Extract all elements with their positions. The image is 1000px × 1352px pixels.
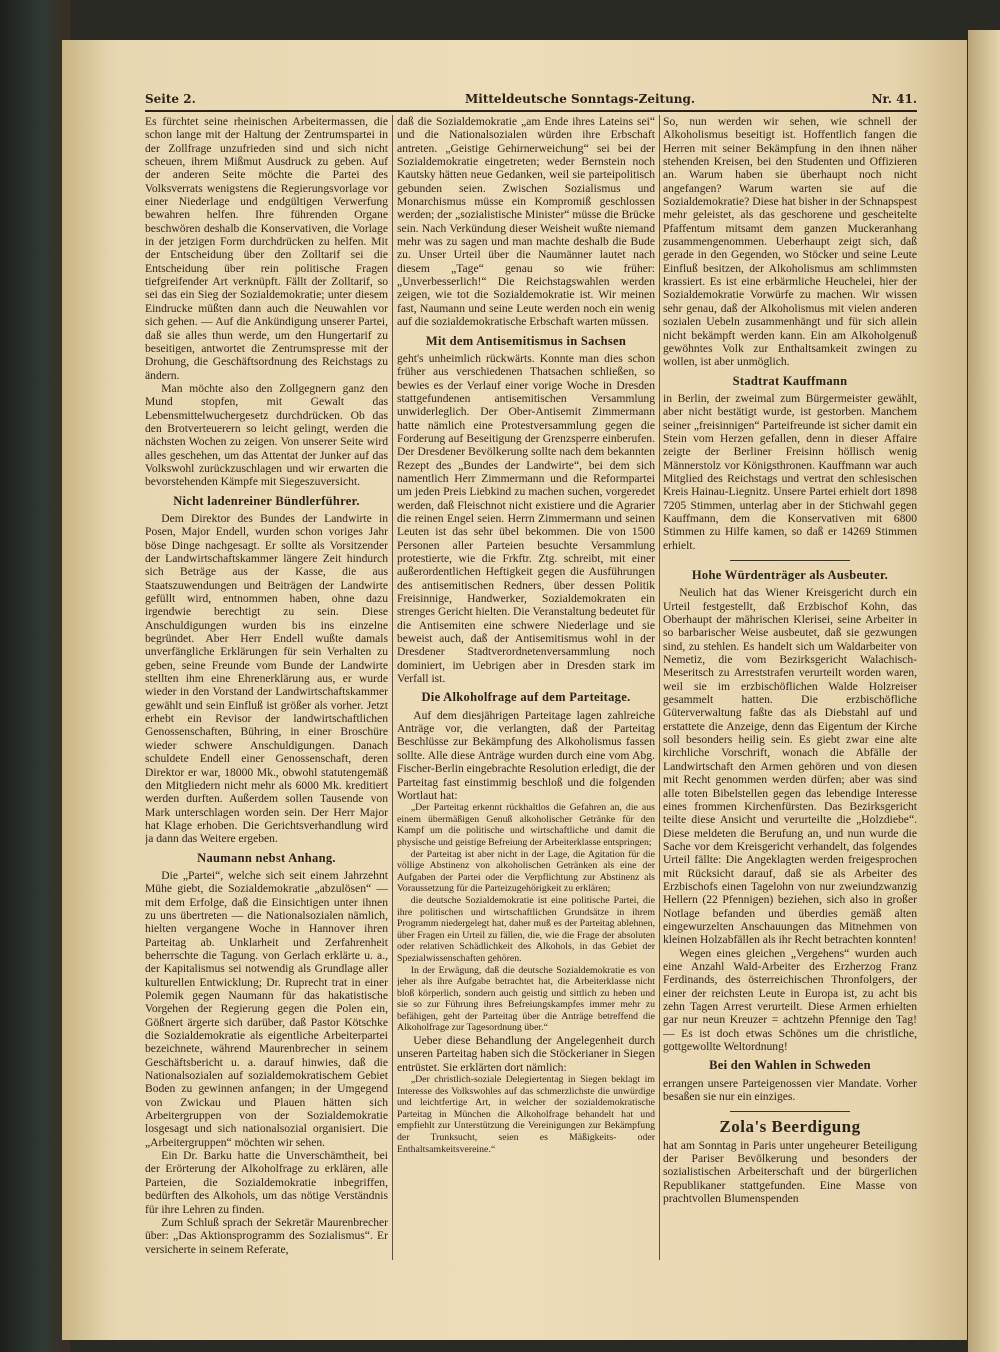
article-paragraph: errangen unsere Parteigenossen vier Mandate. Vorher besaßen sie nur ein einziges. [663, 1076, 917, 1104]
article-paragraph: Ein Dr. Barku hatte die Unverschämtheit, bei der Erörterung der Alkoholfrage zu erklären, alle Parteien, die Sozialdemokratie inbegriffen, bedürften des Alkohols, um das nötige Verständnis für ihre Lehren zu finden. [145, 1149, 388, 1216]
header-rule [145, 110, 917, 112]
separator-rule [730, 560, 850, 561]
article-heading-large: Zola's Beerdigung [719, 1117, 861, 1137]
newspaper-title: Mitteldeutsche Sonntags-Zeitung. [465, 92, 696, 106]
article-paragraph: Wegen eines gleichen „Vergehens“ wurden auch eine Anzahl Wald-Arbeiter des Erzherzog Franz Ferdinands, des österreichischen Thronfolgers, der einer der reichsten Leute in Europa ist, zu acht bis zehn Tagen Arrest verurteilt. Diese Armen erhielten gar nur neun Kreuzer = achtzehn Pfennige den Tag! — Es ist doch etwas Schönes um die christliche, gottgewollte Weltordnung! [663, 946, 917, 1054]
resolution-quote: „Der christlich-soziale Delegiertentag in Siegen beklagt im Interesse des Volkswohles auf das schmerzlichste die unwürdige und leichtfertige Art, in welcher der sozialdemokratische Parteitag in München die Alkoholfrage behandelt hat und empfiehlt zur Unterstützung die Vereinigungen zur Bekämpfung der Trunksucht, seien es Mäßigkeits- oder Enthaltsamkeitsvereine.“ [397, 1074, 655, 1155]
article-paragraph: So, nun werden wir sehen, wie schnell der Alkoholismus beseitigt ist. Hoffentlich fangen die Herren mit seiner Bekämpfung in den ihnen näher stehenden Kreisen, bei den Studenten und Offizieren an. Warum haben sie überhaupt noch nicht angefangen? Warum warten sie auf die Sozialdemokratie? Diese hat bisher in der Schnapspest mehr geleistet, als das geschorene und gescheitelte Pfaffentum mitsamt dem ganzen Muckeranhang zusammengenommen. Ueberhaupt zeigt sich, daß gerade in den Gegenden, wo Stöcker und seine Leute Einfluß besitzen, der Alkoholismus am schlimmsten krassiert. Es ist eine erbärmliche Heuchelei, hier der Sozialdemokratie Vorwürfe zu machen. Wir wissen sehr genau, daß der Alkoholismus mit vielen anderen sozialen Uebeln zusammenhängt und für sich allein nicht bekämpft werden kann. Ein am Alkoholgenuß gewöhntes Volk zur Enthaltsamkeit zwingen zu wollen, ist aber unmöglich. [663, 115, 917, 369]
resolution-quote: die deutsche Sozialdemokratie ist eine politische Partei, die ihre politischen und wirtschaftlichen Grundsätze in ihrem Programm niedergelegt hat, daher muß es der Parteitag ablehnen, über Fragen ein Urteil zu fällen, die, wie die Frage der absoluten oder relativen Schädlichkeit des Alkohols, in das Gebiet der Spezialwissenschaften gehören. [397, 894, 655, 964]
page-number: Seite 2. [145, 92, 196, 106]
separator-rule [730, 1111, 850, 1112]
article-paragraph: Ueber diese Behandlung der Angelegenheit durch unseren Parteitag haben sich die Stöckerianer in Siegen entrüstet. Sie erklärten dort nämlich: [397, 1034, 655, 1074]
article-paragraph: geht's unheimlich rückwärts. Konnte man dies schon früher aus verschiedenen Thatsachen schließen, so bewies es der Verlauf einer vorige Woche in Dresden stattgefundenen antisemitischen Versammlung unwiderleglich. Der Ober-Antisemit Zimmermann hatte nämlich eine Protestversammlung gegen die Forderung auf Beseitigung der Grenzsperre einberufen. Der Dresdener Bevölkerung sollte nach dem bekannten Rezept des „Bundes der Landwirte“, bei dem sich namentlich Herr Zimmermann und die Reformpartei um jeden Preis Liebkind zu machen suchen, vorgeredet werden, daß Fleischnot nicht existiere und die Agrarier die reinen Engel seien. Herrn Zimmermann und seinen Leuten ist das sehr übel bekommen. Die von 1500 Personen aller Parteien besuchte Versammlung protestierte, wie die Frkftr. Ztg. schreibt, mit einer außerordentlichen Heftigkeit gegen die Ausführungen des antisemitischen Redners, über dessen Politik Freisinnige, Handwerker, Sozialdemokraten ein strenges Gericht hielten. Die Veranstaltung bedeutet für die Antisemiten eine schwere Niederlage und sie beweist auch, daß der Antisemitismus wohl in der Dresdener Stadtverordnetenversammlung noch dominiert, im Uebrigen aber in Dresden stark im Verfall ist. [397, 351, 655, 686]
article-paragraph: hat am Sonntag in Paris unter ungeheurer Beteiligung der Pariser Bevölkerung und besonders der sozialistischen Arbeiterschaft und der bürgerlichen Republikaner stattgefunden. Eine Masse von prachtvollen Blumenspenden [663, 1138, 917, 1206]
column-2 [397, 115, 655, 1265]
article-heading: Stadtrat Kauffmann [732, 373, 848, 388]
article-paragraph: Zum Schluß sprach der Sekretär Maurenbrecher über: „Das Aktionsprogramm des Sozialismus“. Er versicherte in seinem Referate, [145, 1215, 388, 1256]
article-paragraph: in Berlin, der zweimal zum Bürgermeister gewählt, aber nicht bestätigt wurde, ist gestorben. Manchem seiner „freisinnigen“ Parteifreunde ist sicher damit ein Stein vom Herzen gefallen, denn in dieser Affaire zeigte der Berliner Freisinn höllisch wenig Männerstolz vor Königsthronen. Kauffmann war auch Mitglied des Reichstags und vertrat den schlesischen Kreis Hainau-Liegnitz. Unsere Partei erhielt dort 1898 7205 Stimmen, unterlag aber in der Stichwahl gegen Kauffmann, dem die Konservativen mit 6800 Stimmen zu Hilfe kamen, so daß er 14269 Stimmen erhielt. [663, 391, 917, 552]
article-paragraph: Man möchte also den Zollgegnern ganz den Mund stopfen, mit Gewalt das Lebensmittelwuchergesetz durchdrücken. Ob das den Brotverteuerern so leicht gelingt, werden die nächsten Wochen zu zeigen. Von unserer Seite wird alles geschehen, um das Attentat der Junker auf das Volkswohl zurückzuschlagen und wir erwarten die bevorstehenden Kämpfe mit Siegeszuversicht. [145, 381, 388, 489]
article-paragraph: daß die Sozialdemokratie „am Ende ihres Lateins sei“ und die Nationalsozialen würden ihre Erbschaft antreten. „Geistige Gehirnerweichung“ sei bei der Sozialdemokratie eingetreten; weder Bernstein noch Kautsky hätten neue Gedanken, weil sie parteipolitisch gebunden seien. Zwischen Sozialismus und Monarchismus müsse ein Kompromiß geschlossen werden; der „sozialistische Minister“ müsse die Brücke sein. Nach Verkündung dieser Weisheit wußte niemand mehr was zu sagen und man machte deshalb die Bude zu. Unser Urteil über die Naumänner lautet nach diesem „Tage“ genau so wie früher: „Unverbesserlich!“ Die Reichstagswahlen werden zeigen, wie tot die Sozialdemokratie ist. Wir meinen fast, Naumann und seine Leute werden noch ein wenig auf die sozialdemokratische Erbschaft warten müssen. [397, 115, 655, 329]
issue-number: Nr. 41. [871, 92, 917, 106]
article-heading: Bei den Wahlen in Schweden [709, 1058, 871, 1073]
book-binding [0, 0, 70, 1352]
page-header [145, 92, 917, 108]
article-paragraph: Die „Partei“, welche sich seit einem Jahrzehnt Mühe giebt, die Sozialdemokratie „abzulösen“ — mit dem Erfolge, daß die Einsichtigen unter ihnen zu uns übertreten — die Nationalsozialen nämlich, hielten vergangene Woche in Hannover ihren Parteitag ab. Unklarheit und Zerfahrenheit beherrschte die Tagung. von Gerlach erklärte u. a., der Kapitalismus sei notwendig als Grundlage aller kulturellen Entwicklung; Dr. Ruprecht trat in einer Polemik gegen Naumann für das hakatistische Vorgehen der Regierung gegen die Polen ein, Gößnert ärgerte sich darüber, daß Pastor Kötschke die Sozialdemokratie als eigentliche Arbeiterpartei bezeichnete, während Maurenbrecher in seinem Geschäftsbericht u. a. darauf hinwies, daß die Nationalsozialen auf sozialdemokratischem Gebiet Boden zu gewinnen anfangen; in der Umgegend von Zwickau und Plauen hätten sich Arbeitergruppen von der Sozialdemokratie losgesagt und sich nationalsozial organisiert. Die „Arbeitergruppen“ möchten wir sehen. [145, 868, 388, 1149]
column-divider [392, 115, 393, 1260]
next-page-edge [968, 30, 1000, 1352]
article-heading: Die Alkoholfrage auf dem Parteitage. [421, 690, 631, 705]
article-heading: Naumann nebst Anhang. [197, 850, 336, 865]
article-heading: Mit dem Antisemitismus in Sachsen [425, 333, 627, 348]
article-paragraph: Auf dem diesjährigen Parteitage lagen zahlreiche Anträge vor, die verlangten, daß der Parteitag Beschlüsse zur Bekämpfung des Alkoholismus fassen sollte. Alle diese Anträge wurden durch eine vom Abg. Fischer-Berlin eingebrachte Resolution erledigt, die der Parteitag fast einstimmig beschloß und die folgenden Wortlaut hat: [397, 708, 655, 802]
article-paragraph: Es fürchtet seine rheinischen Arbeitermassen, die schon lange mit der Haltung der Zentrumspartei in der Zollfrage unzufrieden sind und sich nicht scheuen, ihrem Mißmut Ausdruck zu geben. Auf der anderen Seite möchte die Partei des Volksverrats wenigstens die Regierungsvorlage vor einer Niederlage und endgültigen Verwerfung bewahren helfen. Ihre führenden Organe beschwören deshalb die Konservativen, die Vorlage in der jetzigen Form durchdrücken zu helfen. Mit der Entscheidung über den Zolltarif sei die Entscheidung über rein politische Fragen tiefgreifender Art verknüpft. Fällt der Zolltarif, so sei das ein Sieg der Sozialdemokratie; unter diesem Eindrucke müßten dann auch die Neuwahlen vor sich gehen. — Auf die Ankündigung unserer Partei, daß sie alles thun werde, um den Hungertarif zu beseitigen, antwortet die Zentrumspresse mit der Drohung, die Geschäftsordnung des Reichstags zu ändern. [145, 115, 388, 382]
resolution-quote: „Der Parteitag erkennt rückhaltlos die Gefahren an, die aus einem übermäßigen Genuß alkoholischer Getränke für den Kampf um die politische und wirtschaftliche und damit die physische und geistige Befreiung der Arbeiterklasse entspringen; [397, 802, 655, 848]
resolution-quote: der Parteitag ist aber nicht in der Lage, die Agitation für die völlige Abstinenz von alkoholischen Getränken als eine der Aufgaben der Partei oder die Verpflichtung zur Abstinenz als Voraussetzung für die Parteizugehörigkeit zu erklären; [397, 848, 655, 895]
resolution-quote: In der Erwägung, daß die deutsche Sozialdemokratie es von jeher als ihre Aufgabe betrachtet hat, die Arbeiterklasse nicht bloß körperlich, sondern auch geistig und sittlich zu heben und sie so zur Führung ihres Befreiungskampfes immer mehr zu befähigen, geht der Parteitag über die Anträge betreffend die Alkoholfrage zur Tagesordnung über.“ [397, 964, 655, 1034]
article-paragraph: Neulich hat das Wiener Kreisgericht durch ein Urteil festgestellt, daß Erzbischof Kohn, das Oberhaupt der mährischen Klerisei, seine Arbeiter in so barbarischer Weise ausbeutet, daß sie gezwungen sind, zu stehlen. Es handelt sich um Waldarbeiter von Nemetiz, die vom Bezirksgericht Walachisch-Meseritsch zu Arreststrafen verurteilt worden waren, weil sie im erzbischöflichen Walde Holzreiser gesammelt hatten. Die erzbischöfliche Güterverwaltung faßte das als Diebstahl auf und erstattete die Anzeige, denn das Eigentum der Kirche soll besonders heilig sein. Es giebt zwar eine alte kirchliche Vorschrift, wonach die Abfälle der Landwirtschaft den Armen gehören und von diesen mit Recht genommen werden dürfen; aber was sind alle toten Bibelstellen gegen das lebendige Interesse eines frommen Kirchenfürsten. Das Bezirksgericht teilte diese Ansicht und verurteilte die „Holzdiebe“. Diese meldeten die Berufung an, und nun wurde die Sache vor dem Kreisgericht verhandelt, das folgendes Urteil fällte: Die Angeklagten werden freigesprochen mit Rücksicht darauf, daß sie als Arbeiter des Erzbischofs einen Tagelohn von nur zweiundzwanzig Hellern (22 Pfennigen) beziehen, sich also in großer Notlage befanden und überdies gemäß alten eingewurzelten Anschauungen das Mitnehmen von kleinen Holzabfällen als ihr Recht betrachten konnten! [663, 586, 917, 947]
column-1 [145, 115, 388, 1265]
article-heading: Hohe Würdenträger als Ausbeuter. [691, 568, 889, 582]
column-divider [659, 115, 660, 1260]
column-3 [663, 115, 917, 1265]
article-paragraph: Dem Direktor des Bundes der Landwirte in Posen, Major Endell, wurden schon voriges Jahr böse Dinge nachgesagt. Er sollte als Vorsitzender der Landwirtschaftskammer längere Zeit hindurch sich Beträge aus der Kasse, die aus Staatszuwendungen und Beiträgen der Landwirte gefüllt wird, entnommen haben, ohne dazu irgendwie berechtigt zu sein. Diese Anschuldigungen wurden bis ins einzelne begründet. Aber Herr Endell wußte damals unverfängliche Erklärungen für sein Verhalten zu geben, seine Freunde vom Bunde der Landwirte stellten ihm eine Ehrenerklärung aus, er wurde wieder in den Vorstand der Landwirtschaftskammer gewählt und sein Einfluß ist größer als vorher. Jetzt erhebt ein Revisor der landwirtschaftlichen Genossenschaften, Bühring, in einer Broschüre wieder schwere Anschuldigungen. Danach schuldete Endell einer Genossenschaft, deren Direktor er war, 18000 Mk., obwohl statutengemäß den Mitgliedern nicht mehr als 6000 Mk. kreditiert werden durften. Außerdem sollen Tausende von Mark unterschlagen worden sein. Der Herr Major hat Klage erhoben. Die Gerichtsverhandlung wird ja dann das Weitere ergeben. [145, 511, 388, 846]
article-heading: Nicht ladenreiner Bündlerführer. [173, 493, 360, 508]
